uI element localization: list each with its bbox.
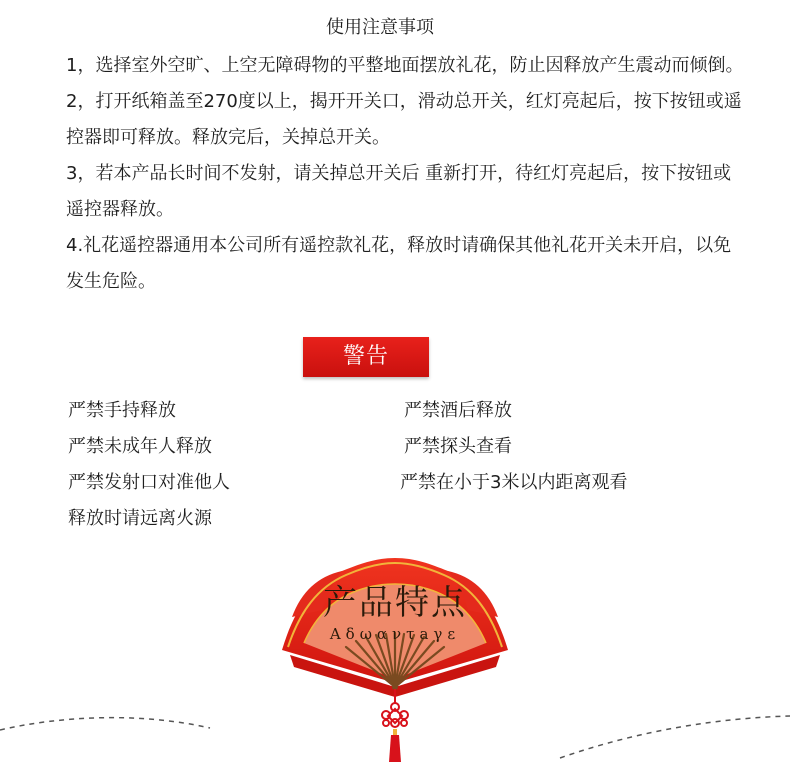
notice-list [66, 48, 746, 300]
warning-banner: 警告 [303, 337, 429, 377]
notice-title: 使用注意事项 [326, 17, 434, 38]
features-title: 产品特点 [323, 583, 467, 623]
notice-item-4: 4.礼花遥控器通用本公司所有遥控款礼花，释放时请确保其他礼花开关未开启，以免发生危险。 [66, 235, 732, 292]
notice-item-2: 2，打开纸箱盖至270度以上，揭开开关口，滑动总开关，红灯亮起后，按下按钮或遥控器即可释放。释放完后，关掉总开关。 [66, 91, 742, 148]
dashed-curve-divider [0, 690, 790, 762]
warning-item: 严禁手持释放 [68, 400, 176, 421]
features-subtitle: Αδωαντaγε [329, 625, 461, 643]
warning-item: 严禁探头查看 [404, 436, 512, 457]
warning-item: 严禁酒后释放 [404, 400, 512, 421]
warning-item: 严禁在小于3米以内距离观看 [400, 472, 628, 493]
warning-item: 严禁发射口对准他人 [68, 472, 230, 493]
warning-item: 释放时请远离火源 [68, 508, 212, 529]
notice-item-1: 1，选择室外空旷、上空无障碍物的平整地面摆放礼花，防止因释放产生震动而倾倒。 [66, 55, 744, 76]
warning-item: 严禁未成年人释放 [68, 436, 212, 457]
notice-item-3: 3，若本产品长时间不发射，请关掉总开关后 重新打开，待红灯亮起后，按下按钮或遥控器释放。 [66, 163, 732, 220]
